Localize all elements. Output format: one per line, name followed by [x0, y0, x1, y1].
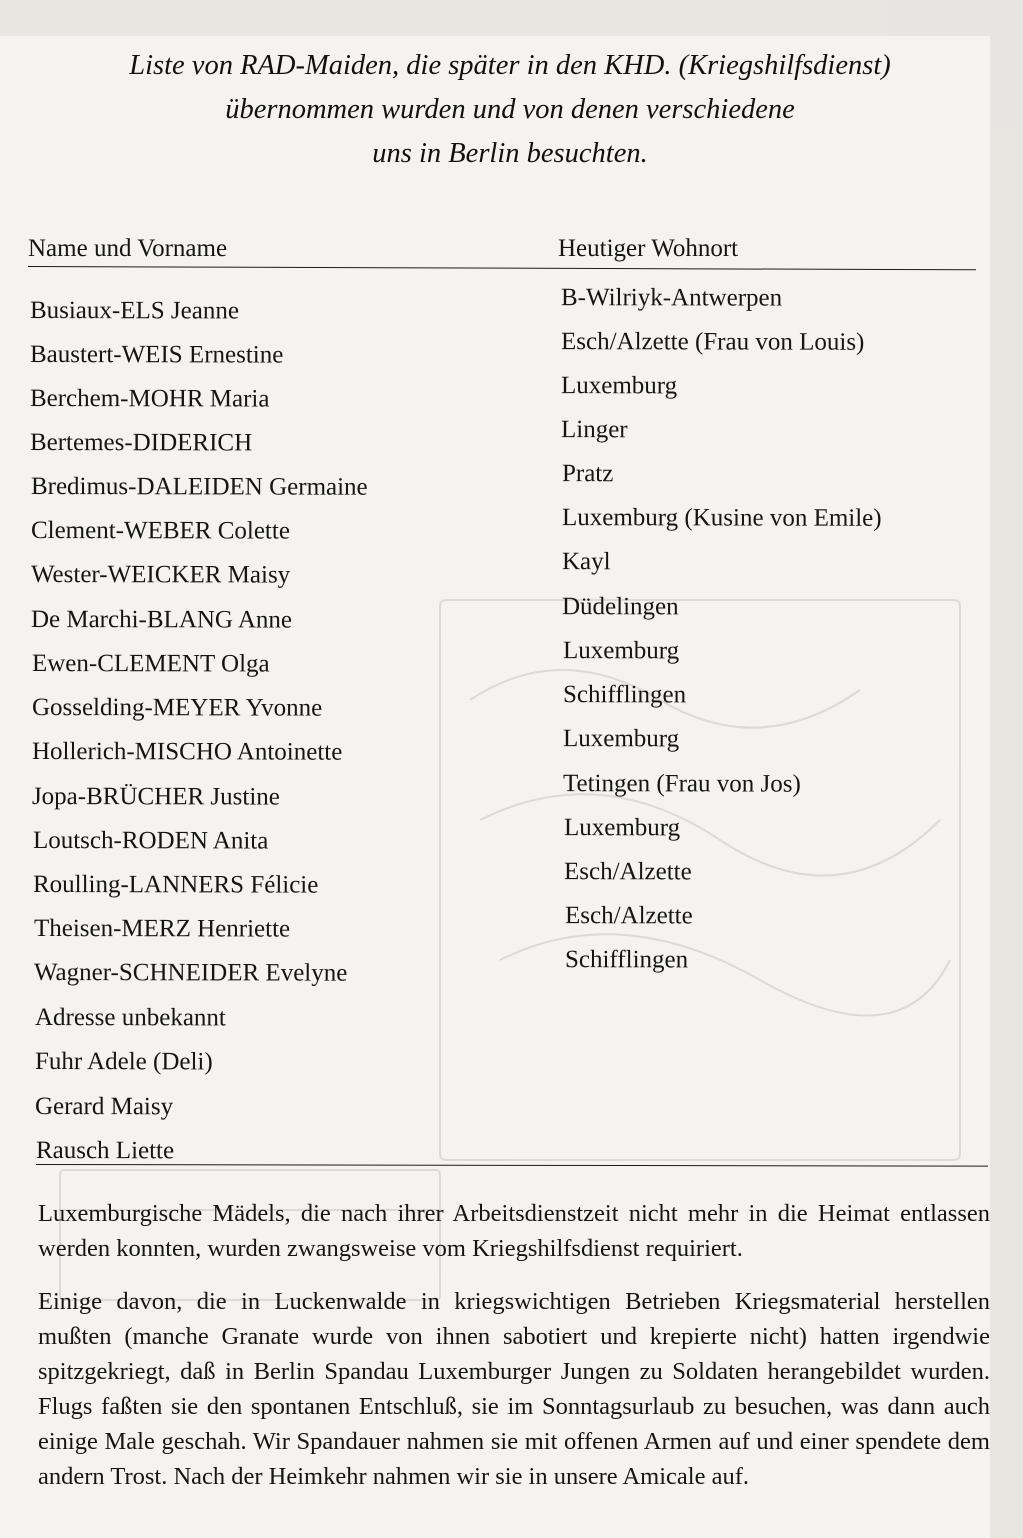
row-place: Luxemburg — [562, 637, 680, 665]
row-name: De Marchi-BLANG Anne — [30, 606, 293, 634]
table-top-rule — [28, 266, 976, 270]
paragraph-1: Luxemburgische Mädels, die nach ihrer Arbeitsdienstzeit nicht mehr in die Heimat entlassen werden konnten, wurden zwangsweise vom Kriegshilfsdienst requiriert. — [38, 1200, 990, 1262]
row-name: Theisen-MERZ Henriette — [33, 915, 291, 943]
row-place: B-Wilriyk-Antwerpen — [560, 284, 783, 312]
row-place: Schifflingen — [564, 946, 689, 974]
column-header-name: Name und Vorname — [28, 235, 228, 262]
table-bottom-rule — [36, 1164, 988, 1167]
row-place: Tetingen (Frau von Jos) — [562, 770, 801, 798]
title-line-1: Liste von RAD-Maiden, die später in den KHD. (Kriegshilfsdienst) — [129, 50, 891, 81]
row-place: Schifflingen — [562, 681, 687, 709]
row-name: Clement-WEBER Colette — [30, 517, 290, 545]
row-name: Bredimus-DALEIDEN Germaine — [30, 473, 368, 501]
page-title — [30, 44, 990, 176]
row-name: Rausch Liette — [35, 1137, 175, 1165]
row-name: Baustert-WEIS Ernestine — [29, 341, 284, 369]
row-place: Esch/Alzette (Frau von Louis) — [560, 328, 865, 356]
row-name: Fuhr Adele (Deli) — [34, 1048, 213, 1076]
row-name: Gosselding-MEYER Yvonne — [31, 694, 323, 722]
row-name: Bertemes-DIDERICH — [29, 429, 253, 457]
row-name: Busiaux-ELS Jeanne — [29, 297, 239, 325]
row-place: Luxemburg — [562, 725, 680, 753]
row-place: Luxemburg — [560, 372, 678, 400]
row-place: Düdelingen — [561, 593, 679, 621]
row-name: Loutsch-RODEN Anita — [32, 827, 269, 855]
title-line-3: uns in Berlin besuchten. — [372, 138, 648, 169]
row-place: Pratz — [561, 460, 614, 488]
row-name: Wester-WEICKER Maisy — [30, 561, 291, 589]
row-name: Adresse unbekannt — [34, 1004, 226, 1032]
row-place: Luxemburg — [563, 814, 681, 842]
row-place: Kayl — [561, 548, 611, 576]
paragraph-2: Einige davon, die in Luckenwalde in kriegswichtigen Betrieben Kriegsmaterial herstellen mußten (manche Granate wurde von ihnen sabotiert und krepierte nicht) hatten irgendwie spitzgekriegt, daß in Berlin Spandau Luxemburger Jungen zu Soldaten herangebildet wurden. Flugs faßten sie den spontanen Entschluß, sie im Sonntagsurlaub zu besuchen, was dann auch einige Male geschah. Wir Spandauer nahmen sie mit offenen Armen auf und einer spendete dem andern Trost. Nach der Heimkehr nahmen wir sie in unsere Amicale auf. — [38, 1288, 990, 1490]
row-name: Wagner-SCHNEIDER Evelyne — [33, 959, 348, 987]
column-header-place: Heutiger Wohnort — [558, 235, 739, 262]
row-place: Esch/Alzette — [564, 902, 693, 930]
row-place: Esch/Alzette — [563, 858, 692, 886]
row-name: Roulling-LANNERS Félicie — [32, 871, 319, 899]
row-place: Linger — [560, 416, 628, 444]
row-name: Hollerich-MISCHO Antoinette — [31, 738, 343, 766]
row-name: Ewen-CLEMENT Olga — [31, 650, 270, 678]
row-name: Berchem-MOHR Maria — [29, 385, 270, 413]
row-name: Gerard Maisy — [34, 1093, 174, 1121]
title-line-2: übernommen wurden und von denen verschiedene — [225, 94, 795, 125]
row-name: Jopa-BRÜCHER Justine — [31, 783, 280, 811]
row-place: Luxemburg (Kusine von Emile) — [561, 504, 882, 532]
